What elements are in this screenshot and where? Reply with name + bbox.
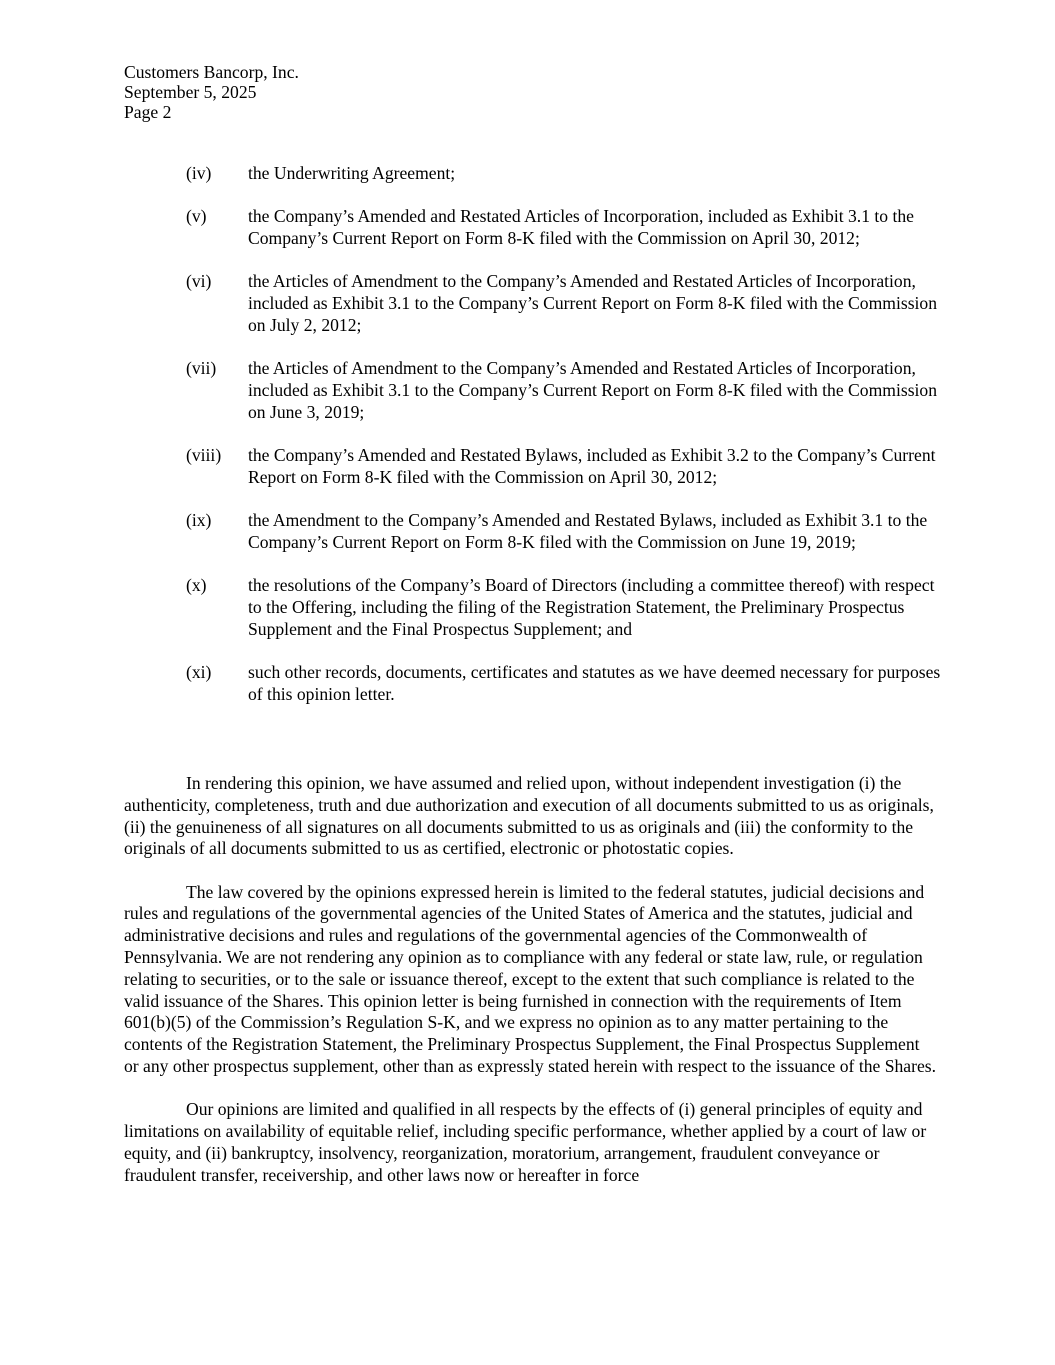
paragraph-law-covered: The law covered by the opinions expressed herein is limited to the federal statutes, judicial decisions and rules and regulations of the governmental agencies of the United States of America and the statutes, judicial and administrative decisions and rules and regulations of the governmental agencies of the Commonwealth of Pennsylvania. We are not rendering any opinion as to compliance with any federal or state law, rule, or regulation relating to securities, or to the sale or issuance thereof, except to the extent that such compliance is related to the valid issuance of the Shares. This opinion letter is being furnished in connection with the requirements of Item 601(b)(5) of the Commission’s Regulation S-K, and we express no opinion as to any matter pertaining to the contents of the Registration Statement, the Preliminary Prospectus Supplement, the Final Prospectus Supplement or any other prospectus supplement, other than as expressly stated herein with respect to the issuance of the Shares. [124,881,937,1077]
list-item-viii [186,445,946,489]
list-item-number: (vi) [186,271,212,292]
header-page-number: Page 2 [124,102,172,122]
document-list [186,163,946,727]
list-item-number: (iv) [186,163,212,183]
list-item-number: (x) [186,575,207,596]
header-date: September 5, 2025 [124,82,257,102]
body-paragraphs [124,773,936,1208]
list-item-vi [186,271,946,336]
letter-header [124,62,524,122]
list-item-number: (xi) [186,662,212,683]
list-item-text: the Amendment to the Company’s Amended and Restated Bylaws, included as Exhibit 3.1 to the Company’s Current Report on Form 8-K filed with the Commission on June 19, 2019; [248,510,928,553]
list-item-number: (v) [186,206,207,227]
list-item-text: the Company’s Amended and Restated Articles of Incorporation, included as Exhibit 3.1 to the Company’s Current Report on Form 8-K filed with the Commission on April 30, 2012; [248,206,914,249]
list-item-text: the Underwriting Agreement; [248,163,456,183]
list-item-number: (ix) [186,510,212,531]
list-item-ix [186,510,946,554]
list-item-number: (viii) [186,445,222,466]
list-item-text: the Articles of Amendment to the Company’s Amended and Restated Articles of Incorporation, included as Exhibit 3.1 to the Company’s Current Report on Form 8-K filed with the Commission on June 3, 2019; [248,358,938,422]
list-item-v [186,206,946,250]
list-item-vii [186,358,946,423]
list-item-text: the Company’s Amended and Restated Bylaws, included as Exhibit 3.2 to the Company’s Current Report on Form 8-K filed with the Commission on April 30, 2012; [248,445,936,487]
list-item-text: the resolutions of the Company’s Board of Directors (including a committee thereof) with respect to the Offering, including the filing of the Registration Statement, the Preliminary Prospectus Supplement and the Final Prospectus Supplement; and [248,575,935,639]
list-item-x [186,575,946,640]
list-item-xi [186,662,946,706]
paragraph-assumptions: In rendering this opinion, we have assumed and relied upon, without independent investigation (i) the authenticity, completeness, truth and due authorization and execution of all documents submitted to us as originals, (ii) the genuineness of all signatures on all documents submitted to us as originals and (iii) the conformity to the originals of all documents submitted to us as certified, electronic or photostatic copies. [124,773,934,859]
list-item-iv [186,163,946,185]
list-item-number: (vii) [186,358,217,379]
paragraph-limitations: Our opinions are limited and qualified in all respects by the effects of (i) general principles of equity and limitations on availability of equitable relief, including specific performance, whether applied by a court of law or equity, and (ii) bankruptcy, insolvency, reorganization, moratorium, arrangement, fraudulent conveyance or fraudulent transfer, receivership, and other laws now or hereafter in force [124,1099,927,1185]
list-item-text: the Articles of Amendment to the Company’s Amended and Restated Articles of Incorporation, included as Exhibit 3.1 to the Company’s Current Report on Form 8-K filed with the Commission on July 2, 2012; [248,271,938,335]
list-item-text: such other records, documents, certificates and statutes as we have deemed necessary for purposes of this opinion letter. [248,662,941,705]
header-company: Customers Bancorp, Inc. [124,62,299,82]
